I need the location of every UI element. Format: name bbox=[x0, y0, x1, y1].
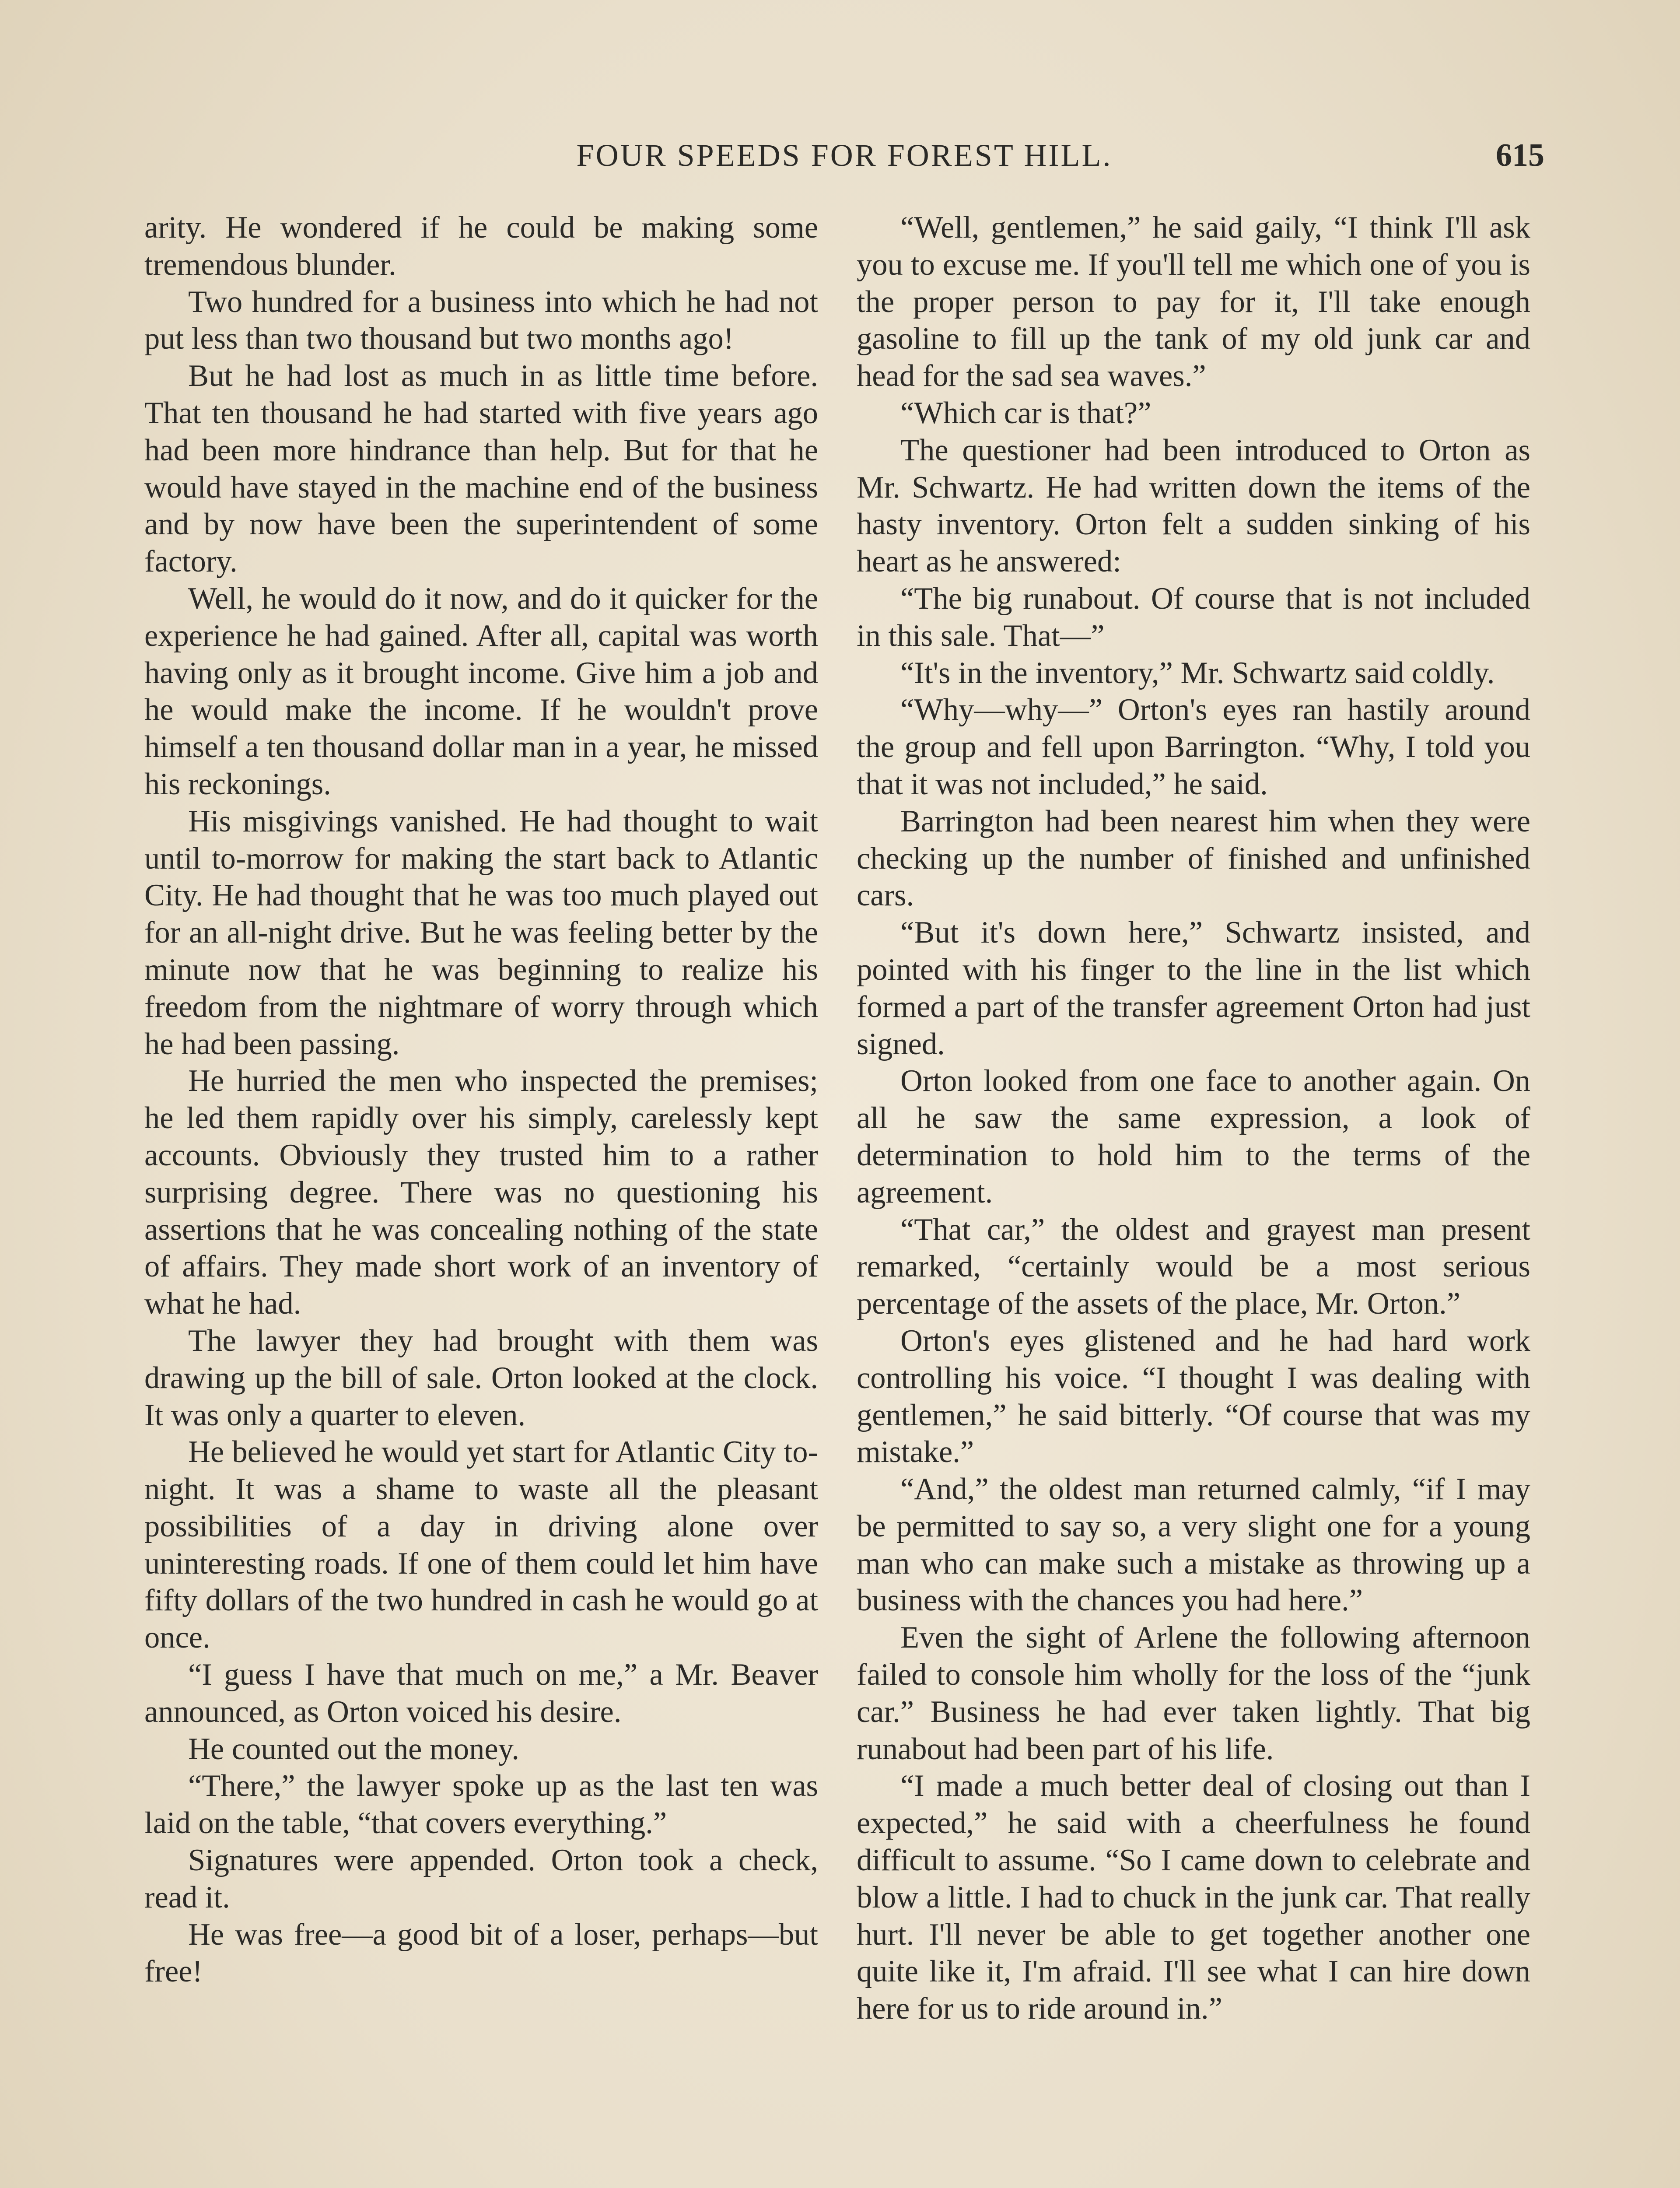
paragraph: He was free—a good bit of a loser, perhaps—but free! bbox=[144, 1917, 818, 1989]
paragraph: Orton's eyes glistened and he had hard work controlling his voice. “I thought I was dealing with gentlemen,” he said bitterly. “Of course that was my mistake.” bbox=[857, 1323, 1530, 1469]
paragraph: “But it's down here,” Schwartz insisted, and pointed with his finger to the line in the list which formed a part of the transfer agreement Orton had just signed. bbox=[857, 915, 1530, 1061]
paragraph: “Well, gentlemen,” he said gaily, “I think I'll ask you to excuse me. If you'll tell me which one of you is the proper person to pay for it, I'll take enough gasoline to fill up the tank of my old junk car and head for the sad sea waves.” bbox=[857, 210, 1530, 393]
paragraph: Two hundred for a business into which he had not put less than two thousand but two months ago! bbox=[144, 284, 818, 356]
paragraph: The questioner had been introduced to Orton as Mr. Schwartz. He had written down the items of the hasty inventory. Orton felt a sudden sinking of his heart as he answered: bbox=[857, 433, 1530, 579]
paragraph: “And,” the oldest man returned calmly, “if I may be permitted to say so, a very slight one for a young man who can make such a mistake as throwing up a business with the chances you had here.” bbox=[857, 1472, 1530, 1618]
paragraph: He counted out the money. bbox=[188, 1732, 520, 1766]
paragraph: “I made a much better deal of closing out than I expected,” he said with a cheerfulness he found difficult to assume. “So I came down to celebrate and blow a little. I had to chuck in the junk car. That really hurt. I'll never be able to get together another one quite like it, I'm afraid. I'll see what I can hire down here for us to ride around in.” bbox=[857, 1769, 1530, 2026]
paragraph: “Which car is that?” bbox=[900, 396, 1152, 430]
paragraph: arity. He wondered if he could be making some tremendous blunder. bbox=[144, 210, 818, 282]
right-column bbox=[857, 209, 1530, 2027]
paragraph: Signatures were appended. Orton took a check, read it. bbox=[144, 1843, 818, 1914]
running-head bbox=[144, 131, 1544, 179]
paragraph: “It's in the inventory,” Mr. Schwartz said coldly. bbox=[900, 656, 1495, 690]
paragraph: “I guess I have that much on me,” a Mr. Beaver announced, as Orton voiced his desire. bbox=[144, 1658, 818, 1729]
paragraph: He hurried the men who inspected the premises; he led them rapidly over his simply, carelessly kept accounts. Obviously they trusted him to a rather surprising degree. There was no questioning his assertions that he was concealing nothing of the state of affairs. They made short work of an inventory of what he had. bbox=[144, 1064, 818, 1321]
paragraph: “The big runabout. Of course that is not included in this sale. That—” bbox=[857, 581, 1530, 653]
paragraph: Barrington had been nearest him when they were checking up the number of finished and unfinished cars. bbox=[857, 804, 1530, 913]
paragraph: But he had lost as much in as little time before. That ten thousand he had started with five years ago had been more hindrance than help. But for that he would have stayed in the machine end of the business and by now have been the superintendent of some factory. bbox=[144, 359, 818, 579]
paragraph: Orton looked from one face to another again. On all he saw the same expression, a look of determination to hold him to the terms of the agreement. bbox=[857, 1064, 1530, 1210]
paragraph: The lawyer they had brought with them was drawing up the bill of sale. Orton looked at the clock. It was only a quarter to eleven. bbox=[144, 1323, 818, 1432]
paragraph: His misgivings vanished. He had thought to wait until to-morrow for making the start back to Atlantic City. He had thought that he was too much played out for an all-night drive. But he was feeling better by the minute now that he was beginning to realize his freedom from the nightmare of worry through which he had been passing. bbox=[144, 804, 818, 1061]
paragraph: Well, he would do it now, and do it quicker for the experience he had gained. After all, capital was worth having only as it brought income. Give him a job and he would make the income. If he wouldn't prove himself a ten thousand dollar man in a year, he missed his reckonings. bbox=[144, 581, 818, 801]
paragraph: He believed he would yet start for Atlantic City to-night. It was a shame to waste all the pleasant possibilities of a day in driving alone over uninteresting roads. If one of them could let him have fifty dollars of the two hundred in cash he would go at once. bbox=[144, 1435, 818, 1655]
paragraph: Even the sight of Arlene the following afternoon failed to console him wholly for the loss of the “junk car.” Business he had ever taken lightly. That big runabout had been part of his life. bbox=[857, 1620, 1530, 1766]
paragraph: “Why—why—” Orton's eyes ran hastily around the group and fell upon Barrington. “Why, I told you that it was not included,” he said. bbox=[857, 693, 1530, 801]
paragraph: “There,” the lawyer spoke up as the last ten was laid on the table, “that covers everything.” bbox=[144, 1769, 818, 1841]
page-number: 615 bbox=[1496, 137, 1544, 173]
paragraph: “That car,” the oldest and grayest man present remarked, “certainly would be a most serious percentage of the assets of the place, Mr. Orton.” bbox=[857, 1212, 1530, 1321]
left-column bbox=[144, 209, 818, 1990]
running-title: FOUR SPEEDS FOR FOREST HILL. bbox=[576, 138, 1113, 173]
